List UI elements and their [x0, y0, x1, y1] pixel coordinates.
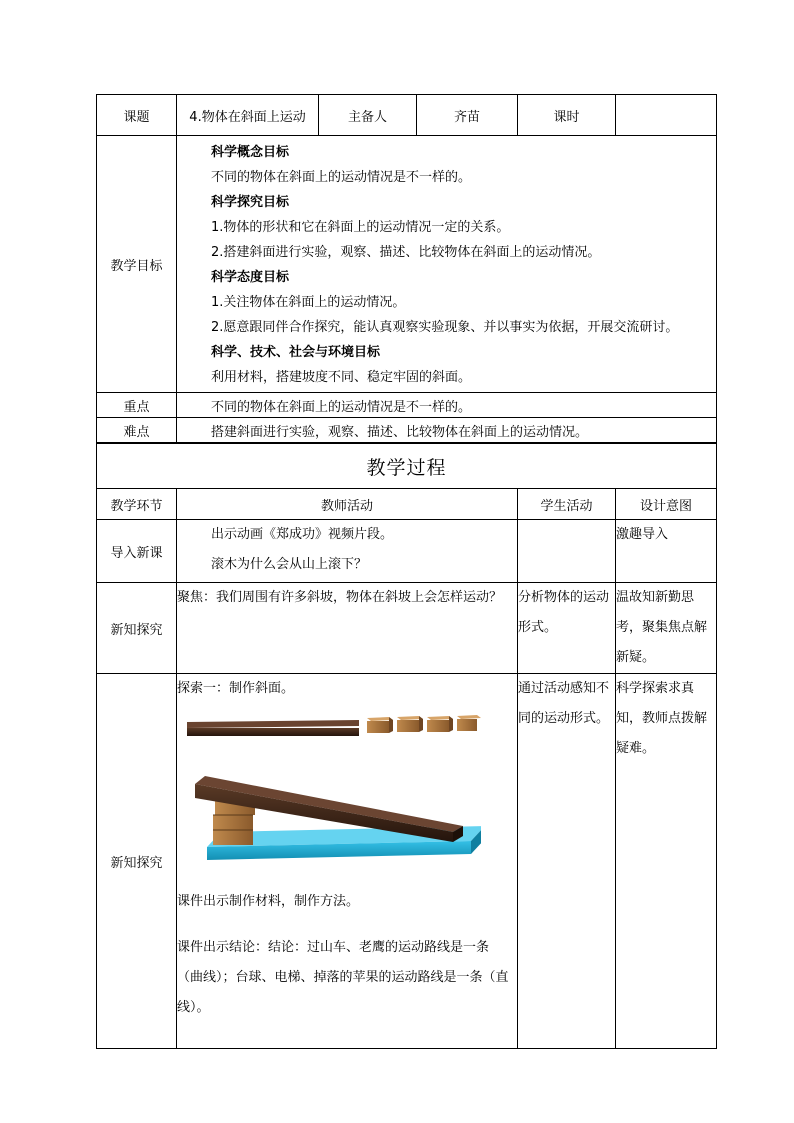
objective-line: 1.物体的形状和它在斜面上的运动情况一定的关系。	[211, 220, 510, 235]
teacher-conclusion: 课件出示结论：结论：过山车、老鹰的运动路线是一条（曲线）；台球、电梯、掉落的苹果的运动路线是一条（直线）。	[177, 940, 509, 1015]
student-cell: 分析物体的运动形式。	[518, 583, 616, 674]
objective-heading: 科学态度目标	[211, 270, 290, 285]
incline-illustration	[181, 714, 481, 879]
objectives-row	[97, 136, 717, 393]
key-point-row	[97, 393, 717, 418]
intent-cell: 激趣导入	[616, 520, 717, 583]
objective-line: 利用材料，搭建坡度不同、稳定牢固的斜面。	[211, 370, 472, 385]
objective-line: 1.关注物体在斜面上的运动情况。	[211, 295, 406, 310]
table-row	[97, 583, 717, 674]
column-header-stage: 教学环节	[97, 489, 177, 520]
teacher-cell	[177, 520, 518, 583]
objective-line: 2.愿意跟同伴合作探究，能认真观察实验现象、并以事实为依据，开展交流研讨。	[211, 320, 679, 335]
topic-value: 4.物体在斜面上运动	[177, 95, 319, 136]
objective-heading: 科学概念目标	[211, 145, 290, 160]
lesson-plan-table	[96, 94, 717, 1049]
difficulty-value: 搭建斜面进行实验，观察、描述、比较物体在斜面上的运动情况。	[177, 418, 717, 444]
key-point-label: 重点	[97, 393, 177, 418]
column-header-student: 学生活动	[518, 489, 616, 520]
wood-blocks	[367, 715, 481, 733]
difficulty-row	[97, 418, 717, 444]
column-header-teacher: 教师活动	[177, 489, 518, 520]
topic-label: 课题	[97, 95, 177, 136]
objectives-label: 教学目标	[97, 136, 177, 393]
period-value	[616, 95, 717, 136]
flat-board	[187, 720, 359, 736]
stage-cell: 导入新课	[97, 520, 177, 583]
preparer-label: 主备人	[319, 95, 417, 136]
preparer-value: 齐苗	[417, 95, 518, 136]
teacher-cell	[177, 674, 518, 1049]
student-cell: 通过活动感知不同的运动形式。	[518, 674, 616, 1049]
objective-heading: 科学探究目标	[211, 195, 290, 210]
stage-cell: 新知探究	[97, 674, 177, 1049]
header-row	[97, 95, 717, 136]
table-row	[97, 674, 717, 1049]
process-title-row	[97, 443, 717, 489]
table-row	[97, 520, 717, 583]
process-column-headers	[97, 489, 717, 520]
objectives-content	[177, 136, 717, 393]
process-title: 教学过程	[97, 443, 717, 489]
teacher-intro: 探索一：制作斜面。	[177, 681, 295, 696]
teacher-cell: 聚焦：我们周围有许多斜坡，物体在斜坡上会怎样运动？	[177, 583, 518, 674]
objective-line: 2.搭建斜面进行实验，观察、描述、比较物体在斜面上的运动情况。	[211, 245, 601, 260]
student-cell	[518, 520, 616, 583]
difficulty-label: 难点	[97, 418, 177, 444]
teacher-line: 滚木为什么会从山上滚下？	[211, 557, 368, 572]
stage-cell: 新知探究	[97, 583, 177, 674]
objective-line: 不同的物体在斜面上的运动情况是不一样的。	[211, 170, 472, 185]
teacher-materials-line: 课件出示制作材料，制作方法。	[177, 894, 360, 909]
intent-cell: 温故知新勤思考，聚集焦点解新疑。	[616, 583, 717, 674]
teacher-line: 出示动画《郑成功》视频片段。	[211, 527, 394, 542]
key-point-value: 不同的物体在斜面上的运动情况是不一样的。	[177, 393, 717, 418]
objective-heading: 科学、技术、社会与环境目标	[211, 345, 381, 360]
column-header-intent: 设计意图	[616, 489, 717, 520]
intent-cell: 科学探索求真知，教师点拨解疑难。	[616, 674, 717, 1049]
period-label: 课时	[518, 95, 616, 136]
